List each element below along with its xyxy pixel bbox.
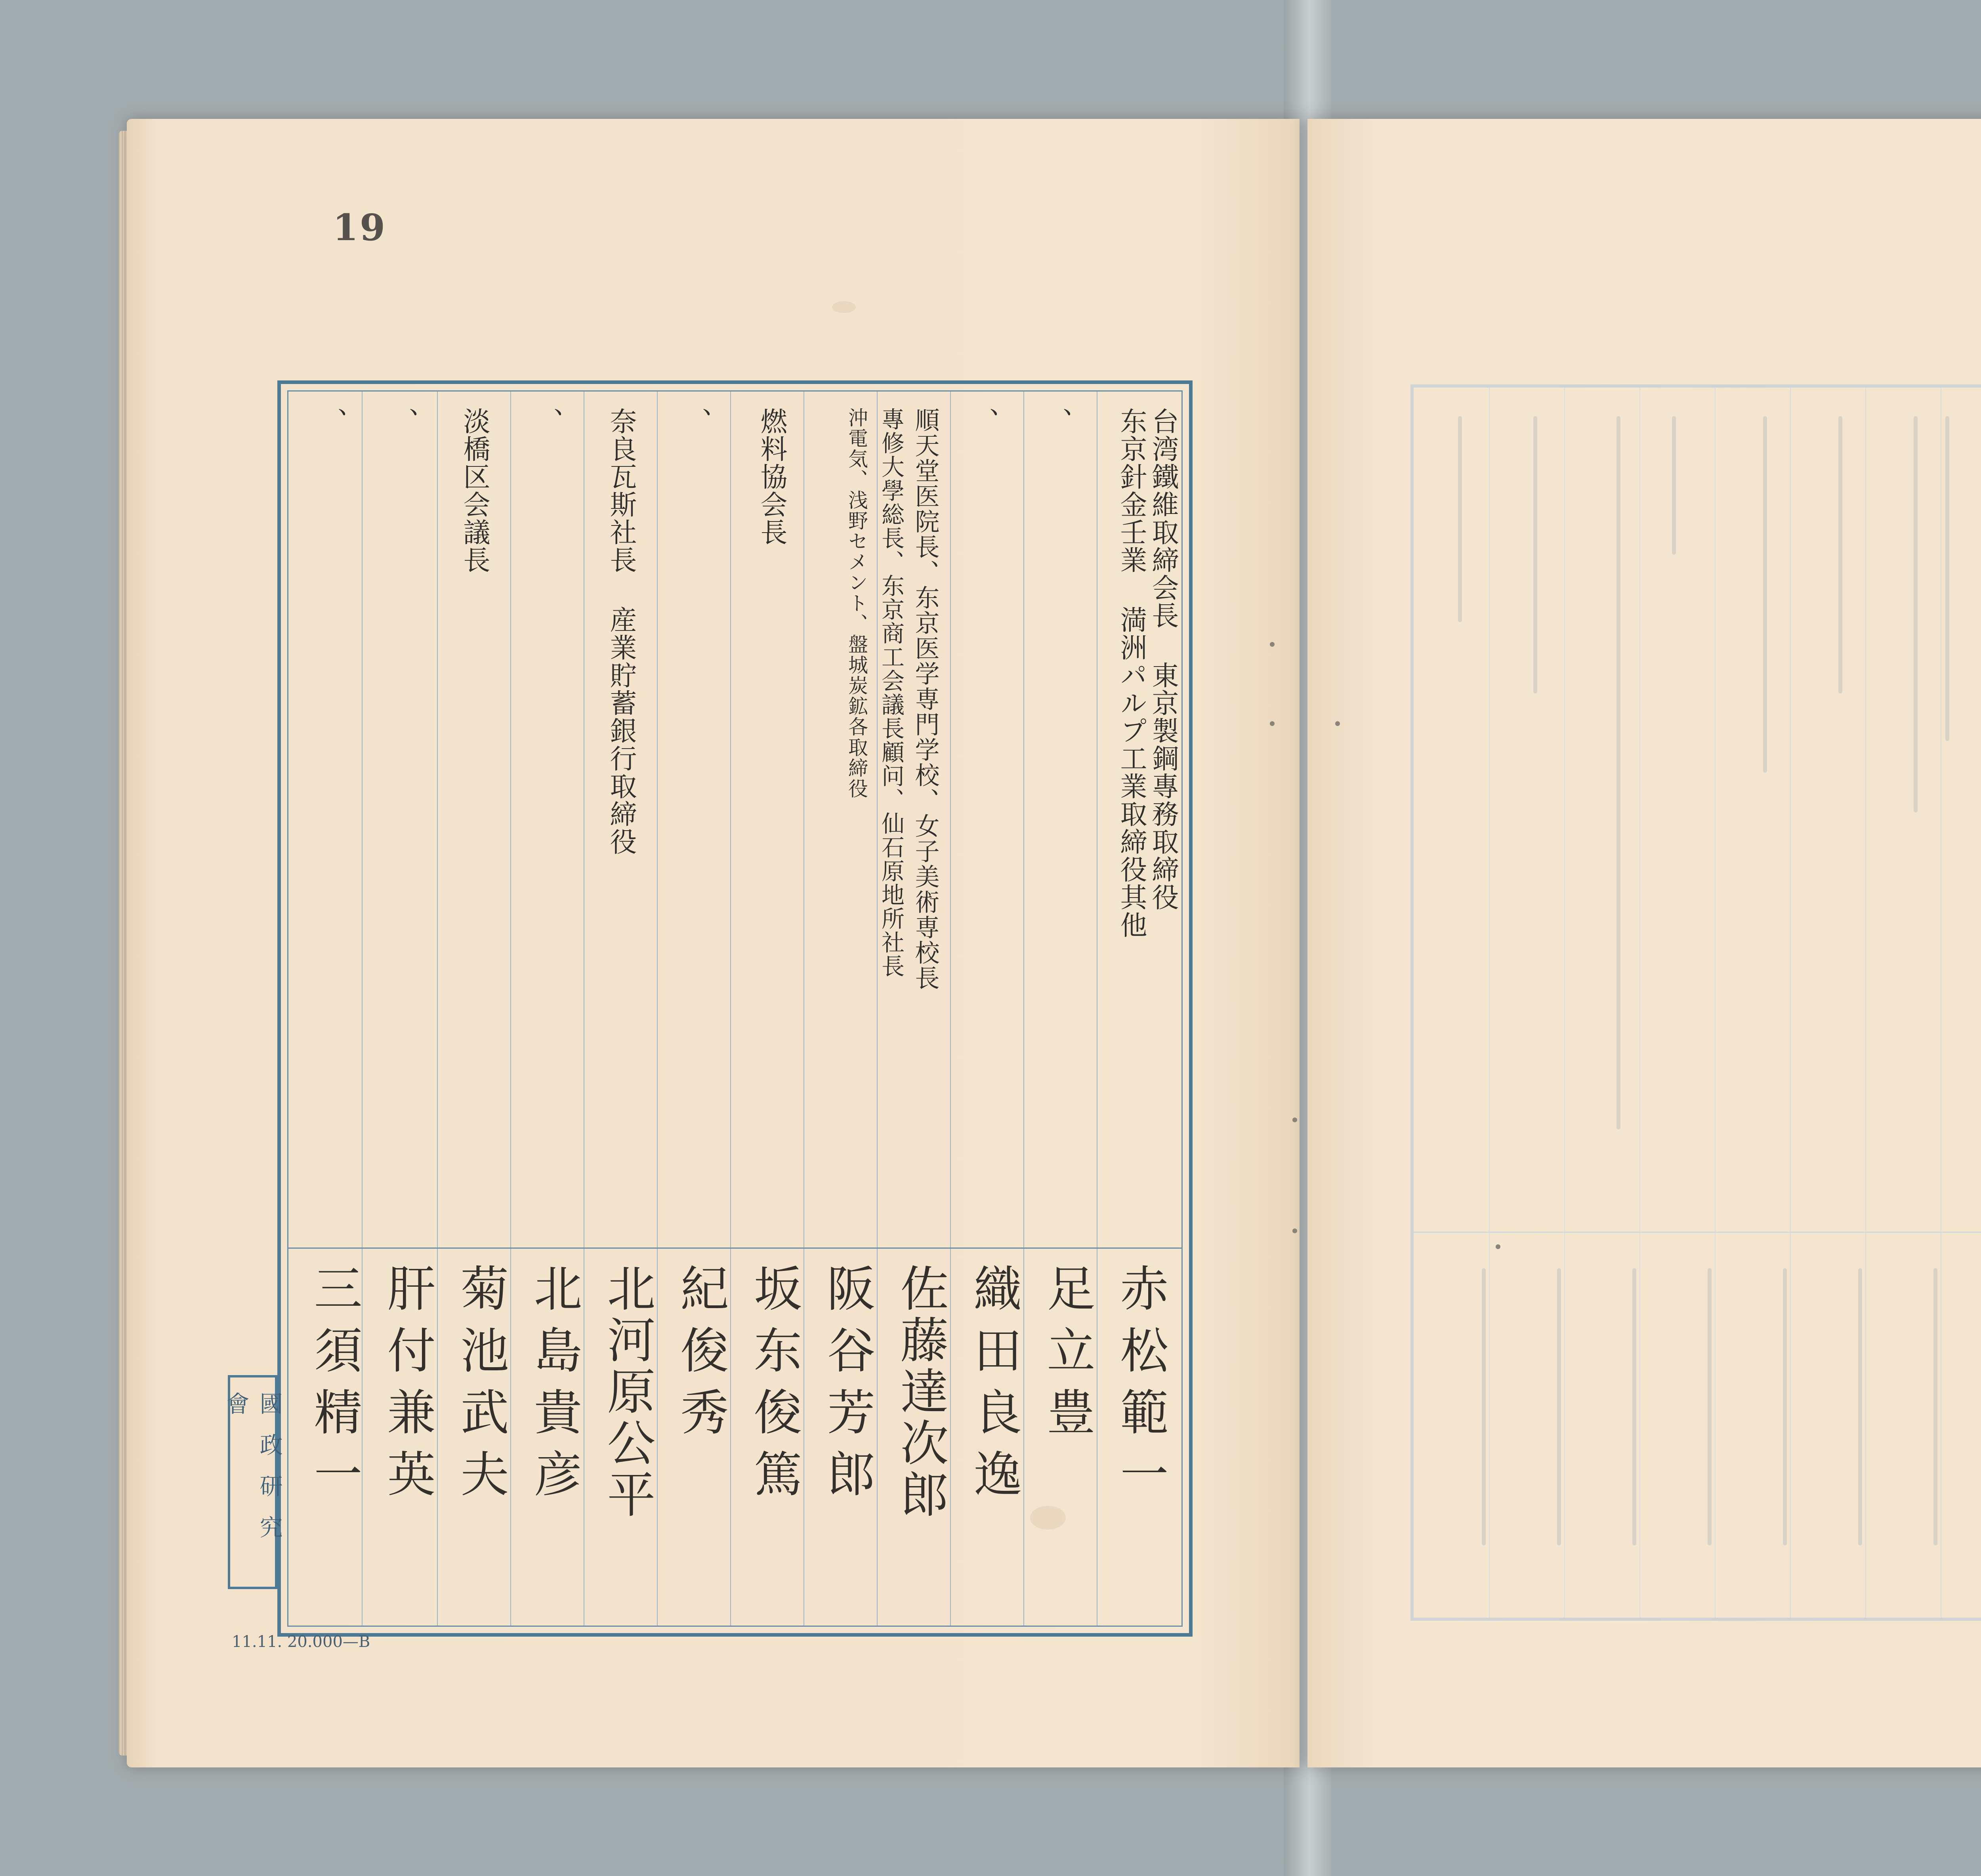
- paper-stain: [832, 301, 856, 313]
- member-name: 菊池武夫: [452, 1263, 509, 1511]
- showthrough-writing: [1945, 416, 1949, 741]
- entry-mark: 、: [968, 407, 999, 435]
- register-frame: [277, 380, 1193, 1637]
- column-rule: [950, 392, 951, 1626]
- showthrough-writing: [1783, 1268, 1787, 1546]
- showthrough-writing: [1858, 1268, 1862, 1546]
- column-rule: [437, 392, 438, 1626]
- print-code: 11.11. 20.000—B: [232, 1633, 370, 1651]
- showthrough-writing: [1632, 1268, 1636, 1546]
- entry-text: 沖電気、浅野セメント、盤城炭鉱各取締役: [845, 407, 868, 799]
- showthrough-divider: [1414, 1232, 1981, 1233]
- entry-text: 淡橋区会議長: [459, 407, 490, 574]
- member-name: 織田良逸: [966, 1263, 1022, 1511]
- showthrough-rule: [1715, 388, 1716, 1618]
- showthrough-writing: [1557, 1268, 1561, 1546]
- page-number: 19: [333, 206, 387, 249]
- showthrough-rule: [1865, 388, 1866, 1618]
- entry-mark: 、: [387, 407, 419, 435]
- column-rule: [510, 392, 511, 1626]
- showthrough-writing: [1482, 1268, 1486, 1546]
- entry-text: 东京針金壬業 満洲パルプ工業取締役其他: [1116, 407, 1147, 939]
- column-rule: [1023, 392, 1024, 1626]
- showthrough-writing: [1763, 416, 1767, 773]
- entry-mark: 、: [316, 407, 347, 435]
- showthrough-writing: [1708, 1268, 1712, 1546]
- column-rule: [730, 392, 731, 1626]
- showthrough-writing: [1914, 416, 1918, 812]
- entry-text: 奈良瓦斯社長 産業貯蓄銀行取締役: [605, 407, 637, 856]
- showthrough-rule: [1564, 388, 1565, 1618]
- showthrough-writing: [1838, 416, 1842, 693]
- member-name: 足立豊: [1039, 1263, 1095, 1449]
- member-name: 北島貴彦: [526, 1263, 582, 1511]
- binding-hole: [1292, 1228, 1297, 1233]
- publisher-stamp: [222, 1375, 283, 1589]
- member-name: 坂东俊篤: [746, 1263, 802, 1511]
- member-name: 肝付兼英: [379, 1263, 435, 1511]
- showthrough-writing: [1933, 1268, 1937, 1546]
- member-name: 三須精一: [306, 1263, 362, 1511]
- member-name: 紀俊秀: [672, 1263, 729, 1449]
- entry-text: 專修大學総長、东京商工会議長顧问、仙石原地所社長: [878, 407, 905, 978]
- name-row-divider: [288, 1247, 1181, 1249]
- showthrough-rule: [1639, 388, 1640, 1618]
- entry-mark: 、: [532, 407, 563, 435]
- entry-text: 燃料協会長: [756, 407, 787, 546]
- showthrough-writing: [1616, 416, 1620, 1129]
- member-name: 阪谷芳郎: [819, 1263, 875, 1511]
- column-rule: [803, 392, 804, 1626]
- member-name: 佐藤達次郎: [892, 1263, 949, 1521]
- binding-hole: [1270, 721, 1275, 726]
- entry-mark: 、: [1041, 407, 1073, 435]
- member-name: 北河原公平: [599, 1263, 655, 1521]
- binding-hole: [1292, 1118, 1297, 1122]
- column-rule: [657, 392, 658, 1626]
- publisher-stamp-text: 國政研究會: [222, 1392, 283, 1557]
- showthrough-writing: [1458, 416, 1462, 622]
- entry-text: 台湾鐵維取締会長 東京製鋼專務取締役: [1147, 407, 1179, 911]
- binding-hole: [1270, 642, 1275, 647]
- showthrough-writing: [1672, 416, 1676, 555]
- showthrough-frame: [1410, 384, 1981, 1621]
- binding-hole: [1335, 721, 1340, 726]
- entry-mark: 、: [681, 407, 712, 435]
- member-name: 赤松範一: [1112, 1263, 1168, 1511]
- showthrough-writing: [1533, 416, 1537, 693]
- showthrough-rule: [1489, 388, 1490, 1618]
- showthrough-rule: [1790, 388, 1791, 1618]
- entry-text: 順天堂医院長、东京医学専門学校、女子美術専校長: [911, 407, 940, 991]
- register-frame-inner: [287, 390, 1183, 1627]
